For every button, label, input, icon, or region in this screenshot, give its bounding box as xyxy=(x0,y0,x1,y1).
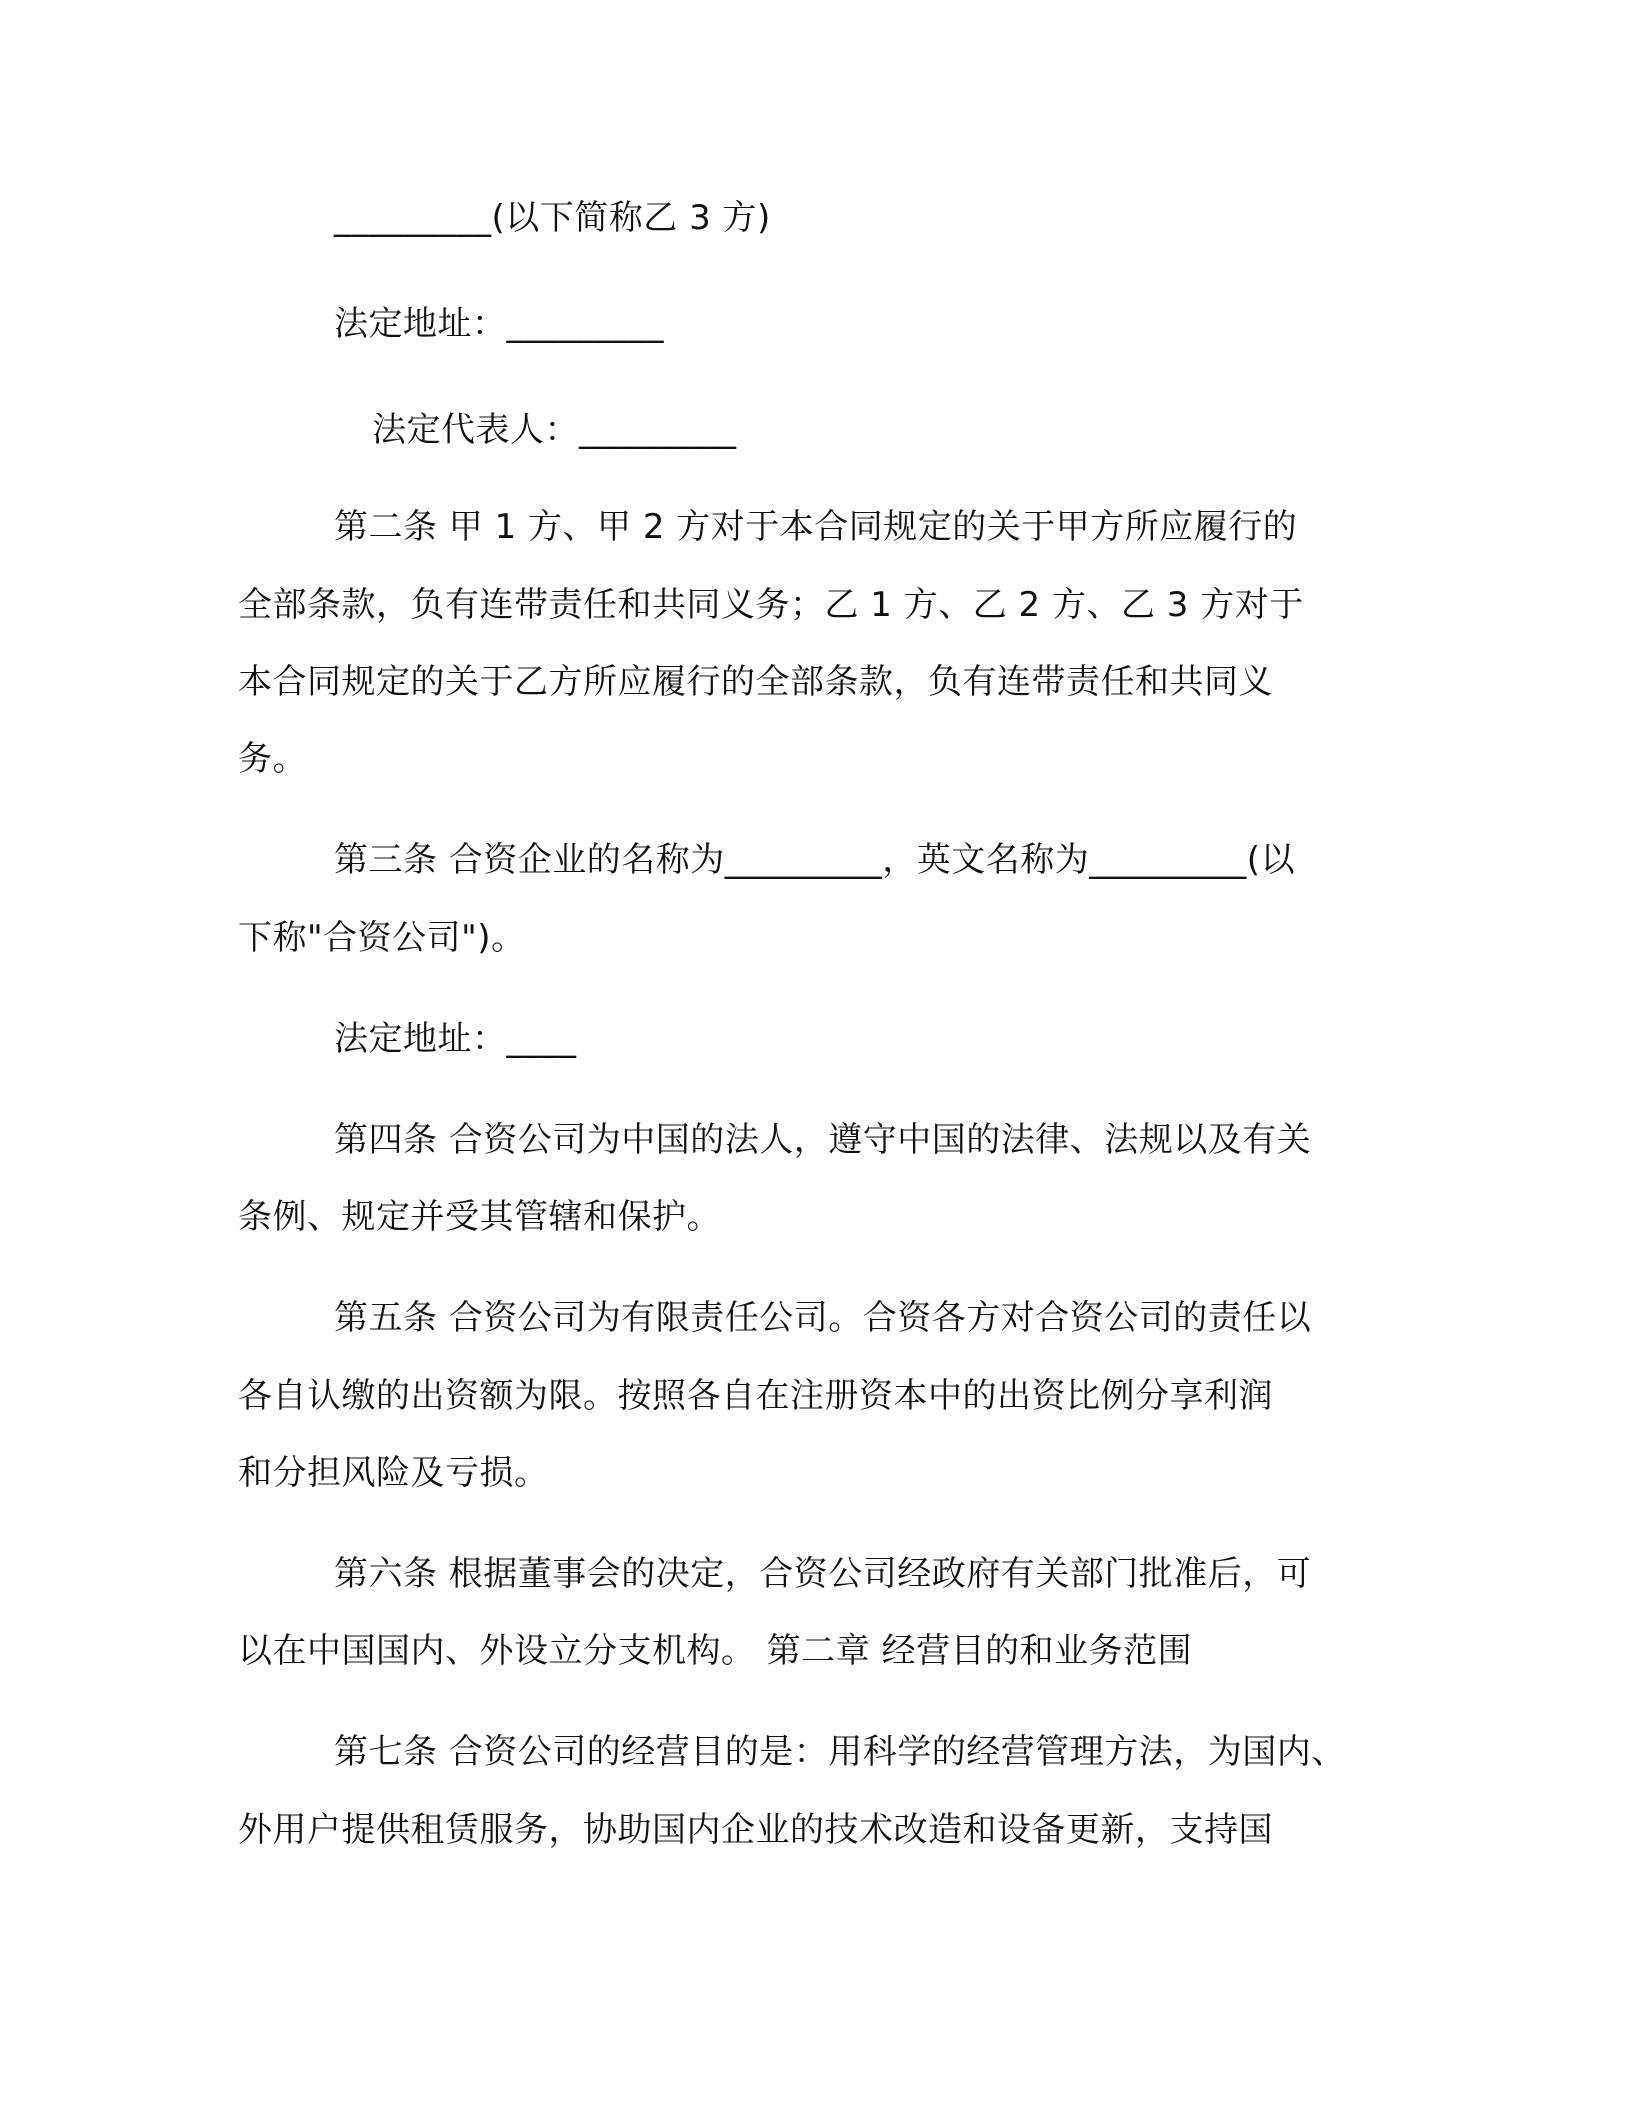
article-6-line-2: 以在中国国内、外设立分支机构。 第二章 经营目的和业务范围 xyxy=(238,1631,1193,1671)
party-b3-address-line: 法定地址：_________ xyxy=(334,304,664,344)
article-2-line-2: 全部条款，负有连带责任和共同义务；乙 1 方、乙 2 方、乙 3 方对于 xyxy=(238,585,1304,625)
article-4-line-2: 条例、规定并受其管辖和保护。 xyxy=(238,1197,721,1237)
article-7-line-1: 第七条 合资公司的经营目的是：用科学的经营管理方法，为国内、 xyxy=(334,1732,1346,1772)
company-address-line: 法定地址：____ xyxy=(334,1019,577,1059)
article-5-line-2: 各自认缴的出资额为限。按照各自在注册资本中的出资比例分享利润 xyxy=(238,1376,1273,1416)
article-3-line-2: 下称"合资公司")。 xyxy=(238,918,526,958)
article-2-line-3: 本合同规定的关于乙方所应履行的全部条款，负有连带责任和共同义 xyxy=(238,662,1273,702)
article-5-line-1: 第五条 合资公司为有限责任公司。合资各方对合资公司的责任以 xyxy=(334,1298,1312,1338)
article-7-line-2: 外用户提供租赁服务，协助国内企业的技术改造和设备更新，支持国 xyxy=(238,1810,1273,1850)
article-3-line-1: 第三条 合资企业的名称为_________，英文名称为_________(以 xyxy=(334,840,1296,880)
article-5-line-3: 和分担风险及亏损。 xyxy=(238,1453,549,1493)
party-b3-representative-line: 法定代表人：_________ xyxy=(372,410,737,450)
article-2-line-1: 第二条 甲 1 方、甲 2 方对于本合同规定的关于甲方所应履行的 xyxy=(334,507,1298,547)
party-b3-name-line: _________(以下简称乙 3 方) xyxy=(334,198,771,238)
article-6-line-1: 第六条 根据董事会的决定，合资公司经政府有关部门批准后，可 xyxy=(334,1554,1312,1594)
article-4-line-1: 第四条 合资公司为中国的法人，遵守中国的法律、法规以及有关 xyxy=(334,1120,1312,1160)
article-2-line-4: 务。 xyxy=(238,739,307,779)
